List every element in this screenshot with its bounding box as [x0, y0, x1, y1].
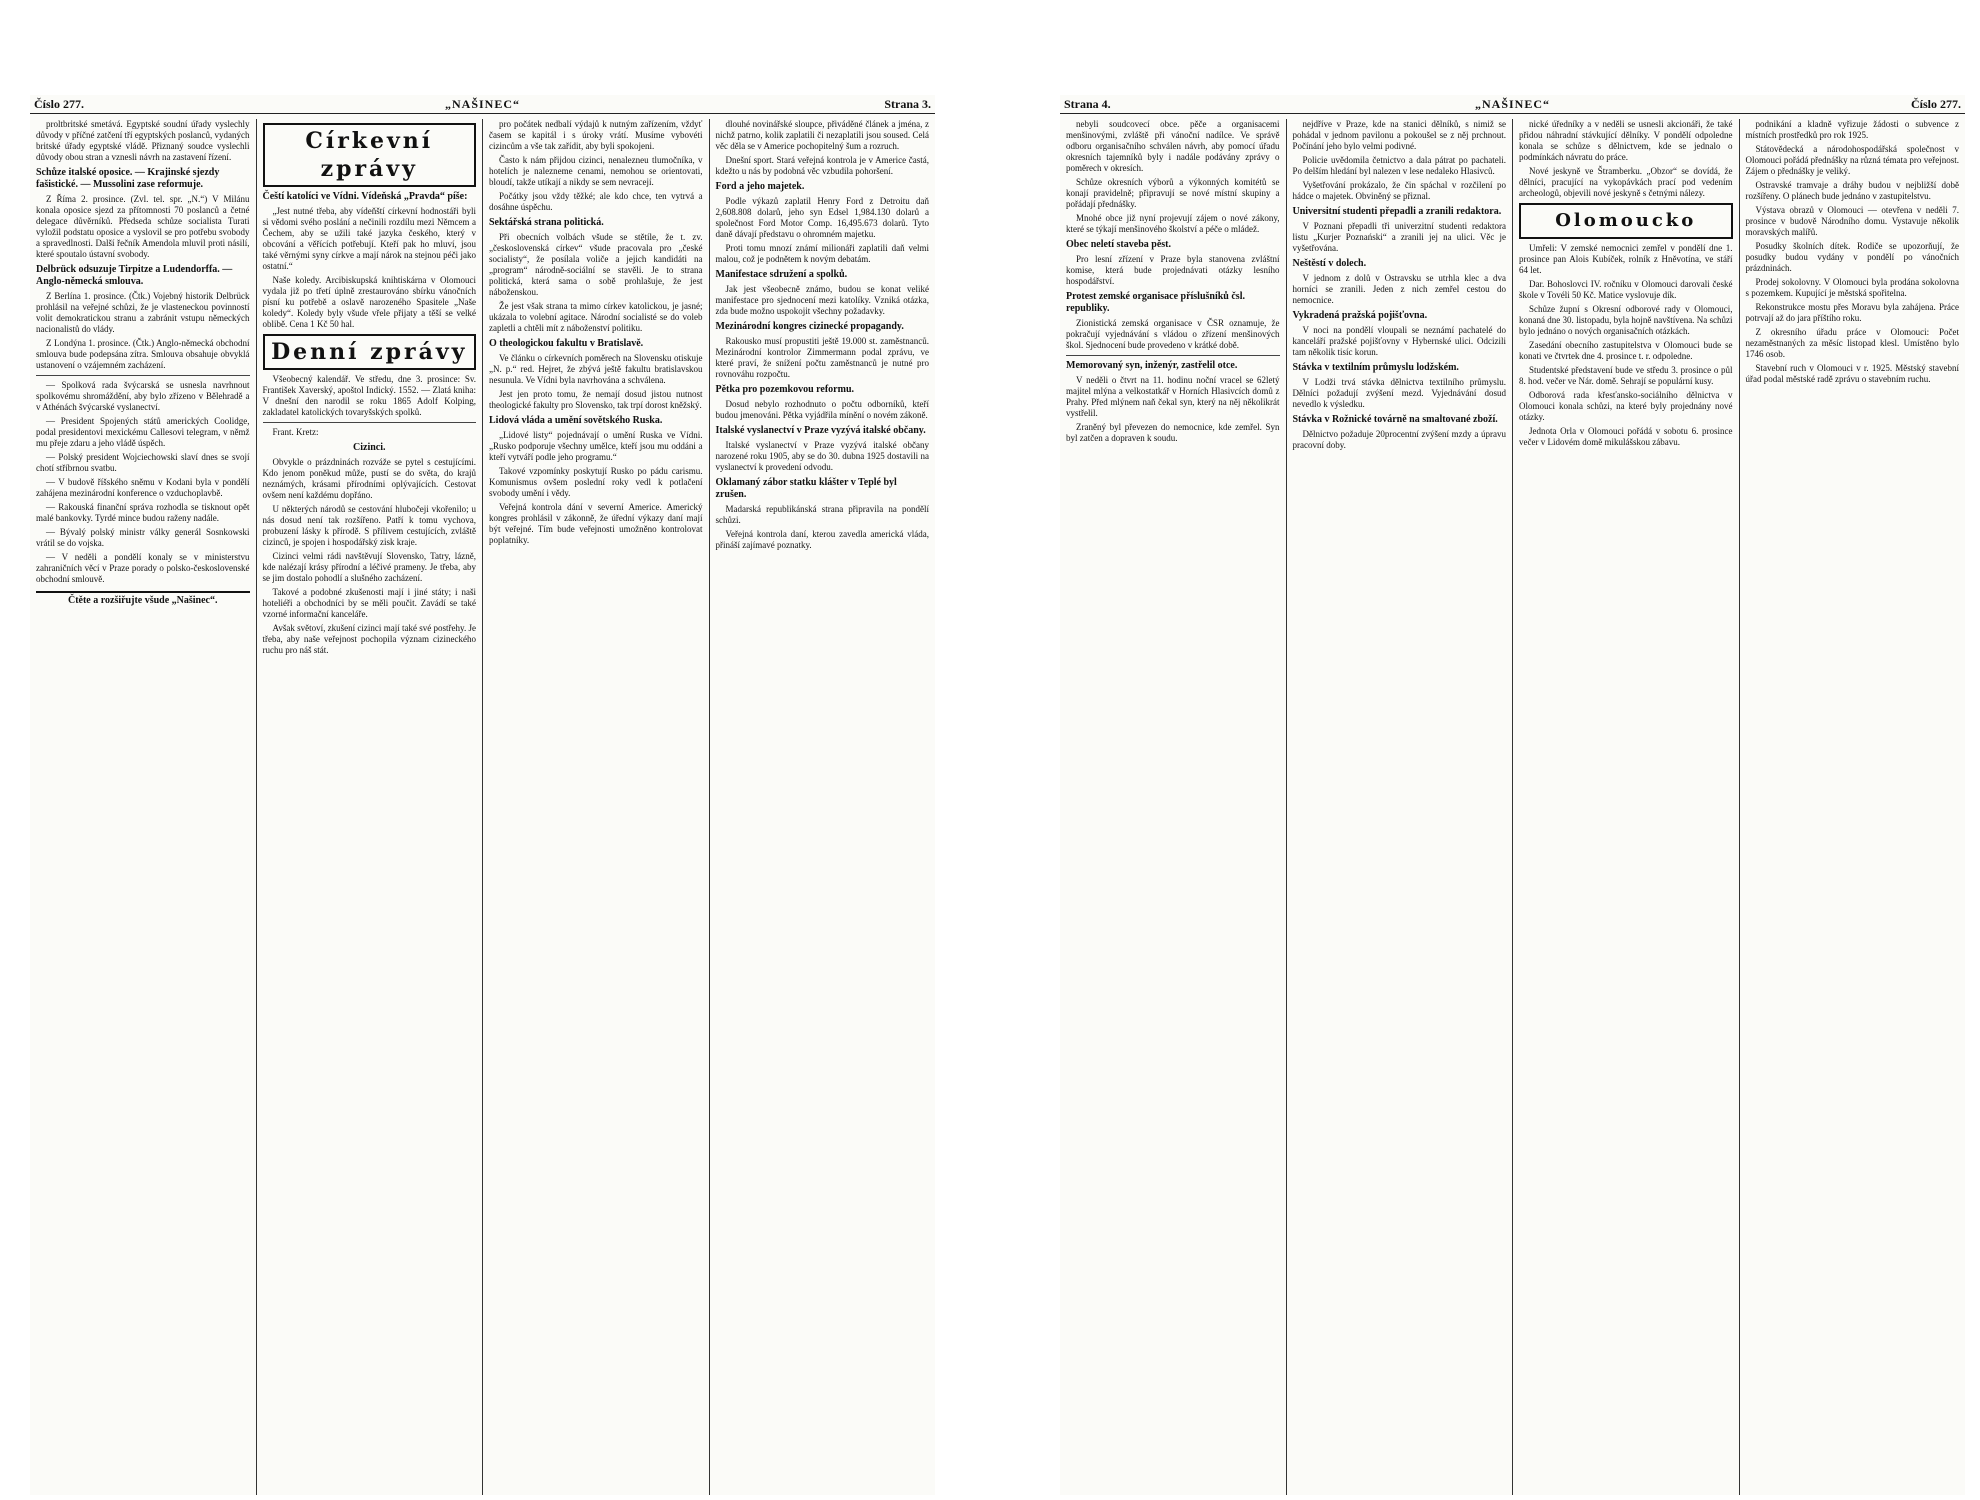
article-heading: Oklamaný zábor statku klášter v Teplé byl zrušen. [715, 477, 897, 500]
article-heading: Ford a jeho majetek. [715, 181, 805, 192]
article-columns [30, 119, 935, 1495]
article-text: Všeobecný kalendář. Ve středu, dne 3. prosince: Sv. František Xaverský, apoštol Indický. 1552. — Zlatá kniha: V dnešní den narodil se roku 1865 Adolf Kolping, zakladatel katolických tovaryšských spolků. [262, 374, 476, 417]
article-text: Mnohé obce již nyní projevují zájem o nové zákony, které se týkají menšinového školství a péče o mládež. [1066, 213, 1280, 234]
article-text: Státovědecká a národohospodářská společnost v Olomouci pořádá přednášky na různá témata pro veřejnost. Zájem o přednášky je veliký. [1745, 144, 1959, 176]
article-heading: Stávka v textilním průmyslu lodžském. [1292, 362, 1459, 373]
article-text: Zraněný byl převezen do nemocnice, kde zemřel. Syn byl zatčen a dopraven k soudu. [1066, 422, 1280, 443]
article-text: Pro lesní zřízení v Praze byla stanovena zvláštní komise, která bude projednávati otázky lesního hospodářství. [1066, 254, 1280, 286]
section-banner: Denní zprávy [263, 334, 477, 370]
article-text: Zionistická zemská organisace v ČSR oznamuje, že pokračují vyjednávání s vládou o zřízení menšinových škol. Sjednocení bude provedeno v krátké době. [1066, 318, 1280, 350]
article-text: Zasedání obecního zastupitelstva v Olomouci bude se konati ve čtvrtek dne 4. prosince t. r. odpoledne. [1519, 340, 1733, 361]
article-heading: Manifestace sdružení a spolků. [715, 269, 848, 280]
article-heading: Obec neletí staveba pěst. [1066, 239, 1171, 250]
article-heading: Schůze italské oposice. — Krajinské sjezdy fašistické. — Mussolini zase reformuje. [36, 167, 220, 190]
article-text: podnikání a kladně vyřizuje žádosti o subvence z místních prostředků pro rok 1925. [1745, 119, 1959, 140]
article-text: Ve článku o církevních poměrech na Slovensku otiskuje „N. p.“ red. Hejret, že zbývá ještě fakultu bratislavskou nesunula. Ve Vídni byla navrhována a schválena. [489, 353, 703, 385]
article-text: Proti tomu mnozí známí milionáři zaplatili daň velmi malou, což je podnětem k novým debatám. [715, 243, 929, 264]
article-text: Jednota Orla v Olomouci pořádá v sobotu 6. prosince večer v Lidovém domě mikulášskou zábavu. [1519, 426, 1733, 447]
article-heading: Stávka v Rožnické továrně na smaltované zboží. [1292, 414, 1498, 425]
article-text: Italské vyslanectví v Praze vyzývá italské občany narozené roku 1905, aby se do 30. dubna 1925 dostavili na vyslanectví k provedení odvodu. [715, 440, 929, 472]
article-text: Při obecních volbách všude se stětíle, že t. zv. „československá církev“ všude pracovala pro „české socialisty“, že posílala voliče a jejich kandidáti na „program“ národně-sociální se stavěli. Je to strana politická, která sama o sobě prohlašuje, že jest náboženskou. [489, 232, 703, 297]
article-text: Z Říma 2. prosince. (Zvl. tel. spr. „N.“) V Milánu konala oposice sjezd za přítomnosti 70 poslanců a četné delegace důvěrníků. Předseda schůze socialista Turati vyložil podstatu oposice a vyslovil se pro potřebu svobody a spravedlnosti. Další řečník Amendola mluvil proti násilí, které spoutalo ústavní svobody. [36, 194, 250, 259]
article-text: Nové jeskyně ve Štramberku. „Obzor“ se dovídá, že dělníci, pracující na vykopávkách prací pod vedením archeologů, objevili nové jeskyně s četnými nálezy. [1519, 166, 1733, 198]
article-text: — Spolková rada švýcarská se usnesla navrhnout spolkovému shromáždění, aby bylo zřízeno v Bělehradě a v Athénách švýcarské vyslanectví. [36, 380, 250, 412]
article-text: — Bývalý polský ministr války generál Sosnkowski vrátil se do vojska. [36, 527, 250, 548]
article-text: Z Berlína 1. prosince. (Čtk.) Vojebný historik Delbrück prohlásil na veřejné schůzi, že je vlasteneckou povinností volit demokratickou stranu a zabránit vstupu německých nacionalistů do vlády. [36, 291, 250, 334]
article-heading: Vykradená pražská pojišťovna. [1292, 310, 1428, 321]
masthead: „NAŠINEC“ [444, 97, 520, 111]
article-text: Schůze župní s Okresní odborové rady v Olomouci, konaná dne 30. listopadu, byla hojně navštívena. Na schůzi bylo jednáno o nových organisačních otázkách. [1519, 304, 1733, 336]
article-text: Madarská republikánská strana připravila na pondělí schůzi. [715, 504, 929, 525]
column-2 [257, 119, 484, 1495]
article-text: U některých národů se cestování hlubočeji vkořenilo; u nás dosud není tak rozšířeno. Patří k tomu vychova, probuzení lásky k přírodě. S přílivem cestujících, zvláště cizinců, je spojen i hospodářský zisk kraje. [262, 504, 476, 547]
article-text: Veřejná kontrola daní, kterou zavedla americká vláda, přináší zajímavé poznatky. [715, 529, 929, 550]
article-text: V noci na pondělí vloupali se neznámí pachatelé do kanceláří pražské pojišťovny v Hybernské ulici. Odcizili tam několik tisíc korun. [1292, 325, 1506, 357]
column-4 [710, 119, 936, 1495]
article-text: — V neděli a pondělí konaly se v ministerstvu zahraničních věcí v Praze porady o polsko-československé obchodní smlouvě. [36, 552, 250, 584]
article-text: Stavební ruch v Olomouci v r. 1925. Městský stavební úřad podal městské radě zprávu o stavebním ruchu. [1745, 363, 1959, 384]
article-author: Frant. Kretz: [272, 427, 319, 437]
article-columns [1060, 119, 1965, 1495]
article-text: Dnešní sport. Stará veřejná kontrola je v Americe častá, kdežto u nás by podobná věc vzbudila pohoršení. [715, 155, 929, 176]
article-text: Jest jen proto tomu, že nemají dosud jistou nutnost theologické fakulty pro Slovensko, tak trpí dorost kněžský. [489, 389, 703, 410]
page-header [1060, 97, 1965, 114]
column-1 [30, 119, 257, 1495]
article-text: — President Spojených států amerických Coolidge, podal presidentovi mexickému Callesovi telegram, v němž mu přeje zdaru a jeho vládě úspěch. [36, 416, 250, 448]
article-text: pro počátek nedbalí výdajů k nutným zařízením, vždyť časem se kapitál i s úroky vrátí. Musíme vybovéti cizincům a vše tak zařídit, aby byli spokojeni. [489, 119, 703, 151]
column-2 [1287, 119, 1514, 1495]
article-heading: Mezinárodní kongres cizinecké propagandy. [715, 321, 904, 332]
section-banner: Církevní zprávy [263, 123, 477, 187]
article-text: dlouhé novinářské sloupce, přiváděné článek a jména, z nichž patrno, kolik zaplatili či nezaplatili jsou soused. Celá věc děla se v Americe pochopitelný šum a rozruch. [715, 119, 929, 151]
article-text: Posudky školních dítek. Rodiče se upozorňují, že posudky budou vydány v pondělí po vánočních prázdninách. [1745, 241, 1959, 273]
article-text: Podle výkazů zaplatil Henry Ford z Detroitu daň 2,608.808 dolarů, jeho syn Edsel 1,984.130 dolarů a společnost Ford Motor Comp. 16,495.673 dolarů. Tyto daně dávají představu o ohromném majetku. [715, 196, 929, 239]
article-text: — Rakouská finanční správa rozhodla se tisknout opět malé bankovky. Tyrdé mince budou raženy nadále. [36, 502, 250, 523]
article-text: Často k nám přijdou cizinci, nenalezneu tlumočníka, v hotelích je nalezneme cenami, nemohou se orientovati, bloudí, takže utíkají a nikdy se sem nevracejí. [489, 155, 703, 187]
article-text: Vyšetřování prokázalo, že čin spáchal v rozčilení po hádce o majetek. Obviněný se přiznal. [1292, 180, 1506, 201]
divider [1066, 355, 1280, 356]
article-heading: Lidová vláda a umění sovětského Ruska. [489, 415, 663, 426]
article-text: Cizinci velmi rádi navštěvují Slovensko, Tatry, lázně, kde nalézají krásy přírodní a léčivé prameny. Je třeba, aby se jim dostalo pohodlí a slušného zacházení. [262, 551, 476, 583]
article-text: Počátky jsou vždy těžké; ale kdo chce, ten vytrvá a dosáhne úspěchu. [489, 191, 703, 212]
article-heading: Memorovaný syn, inženýr, zastřelil otce. [1066, 360, 1238, 371]
article-heading: Pětka pro pozemkovou reformu. [715, 384, 855, 395]
article-text: Rekonstrukce mostu přes Moravu byla zahájena. Práce potrvají až do jara příštího roku. [1745, 302, 1959, 323]
article-text: Ostravské tramvaje a dráhy budou v nejbližší době rozšířeny. O plánech bude jednáno v zastupitelstvu. [1745, 180, 1959, 201]
page-number: Strana 4. [1064, 97, 1111, 111]
article-heading: Universitní studenti přepadli a zranili redaktora. [1292, 206, 1502, 217]
article-heading: Čeští katolíci ve Vídni. Vídeňská „Pravda“ píše: [262, 191, 468, 202]
article-text: Prodej sokolovny. V Olomouci byla prodána sokolovna s pozemkem. Kupující je městská spořitelna. [1745, 277, 1959, 298]
column-1 [1060, 119, 1287, 1495]
article-text: „Lidové listy“ pojednávají o umění Ruska ve Vídni. „Rusko podporuje všechny umělce, kteří jsou mu oddáni a kteří vytváří podle jeho programu.“ [489, 430, 703, 462]
article-text: Dosud nebylo rozhodnuto o počtu odborníků, kteří budou jmenováni. Pětka vyjádřila mínění o novém zákoně. [715, 399, 929, 420]
article-text: V neděli o čtvrt na 11. hodinu noční vracel se 62letý majitel mlýna a velkostatkář v Horních Hlasivcích domů z Prahy. Před mlýnem naň čekal syn, který na něj několikrát vystřelil. [1066, 375, 1280, 418]
article-text: Avšak světoví, zkušení cizinci mají také své postřehy. Je třeba, aby naše veřejnost pochopila význam cizineckého ruchu pro náš stát. [262, 623, 476, 655]
left-page [30, 95, 935, 1495]
page-number: Strana 3. [884, 97, 931, 111]
article-text: nebyli soudcovecí obce. pěče a organisacemi menšinovými, zvláště při vánoční nadílce. Ve správě odboru organisačního schválen návrh, aby pomocí úřadu okresních tajemníků byly i nadále podávány zprávy o poměrech v okresích. [1066, 119, 1280, 173]
article-text: Takové a podobné zkušenosti mají i jiné státy; i naši hoteliéři a obchodníci by se měli poučit. Zavádí se také vzorné informační kanceláře. [262, 587, 476, 619]
article-heading: O theologickou fakultu v Bratislavě. [489, 338, 644, 349]
article-text: Policie uvědomila četnictvo a dala pátrat po pachateli. Po delším hledání byl nalezen v lese nedaleko Hlasivců. [1292, 155, 1506, 176]
article-text: — Polský president Wojciechowski slaví dnes se svojí chotí stříbrnou svatbu. [36, 452, 250, 473]
page-gutter [935, 95, 1060, 1495]
article-text: Výstava obrazů v Olomouci — otevřena v neděli 7. prosince v budově Národního domu. Vystavuje několik moravských malířů. [1745, 205, 1959, 237]
article-text: Rakousko musí propustiti ještě 19.000 st. zaměstnanců. Mezinárodní kontrolor Zimmermann podal zprávu, ve které praví, že snížení počtu zaměstnanců je nutné pro rovnováhu rozpočtu. [715, 336, 929, 379]
column-3 [1513, 119, 1740, 1495]
article-text: Umřeli: V zemské nemocnici zemřel v pondělí dne 1. prosince pan Alois Kubíček, rolník z Hněvotína, ve stáří 64 let. [1519, 243, 1733, 275]
article-text: V Lodži trvá stávka dělnictva textilního průmyslu. Dělníci požadují zvýšení mezd. Vyjednávání dosud nevedlo k výsledku. [1292, 377, 1506, 409]
section-banner: Olomoucko [1519, 203, 1733, 239]
divider [36, 375, 250, 376]
article-text: nické úředníky a v neděli se usnesli akcionáři, že také přidou náhradní stávkující dělníky. V pondělí odpoledne konala se schůze s dělnictvem, kde se jednalo o podmínkách návratu do práce. [1519, 119, 1733, 162]
column-footer: Čtěte a rozšiřujte všude „Našinec“. [36, 591, 250, 606]
article-text: Dělnictvo požaduje 20procentní zvýšení mzdy a úpravu pracovní doby. [1292, 429, 1506, 450]
article-text: Že jest však strana ta mimo církev katolickou, je jasné; ukázala to volební agitace. Národní socialisté se do voleb zapletli a chtěli mít z náboženství politiku. [489, 301, 703, 333]
article-text: Studentské představení bude ve středu 3. prosince o půl 8. hod. večer ve Nár. domě. Sehrají se populární kusy. [1519, 365, 1733, 386]
article-text: — V budově říšského sněmu v Kodani byla v pondělí zahájena mezinárodní konference o vzduchoplavbě. [36, 477, 250, 498]
article-heading: Protest zemské organisace příslušníků čsl. republiky. [1066, 291, 1245, 314]
article-heading: Sektářská strana politická. [489, 217, 604, 228]
issue-number: Číslo 277. [1910, 97, 1961, 111]
article-text: Odborová rada křesťansko-sociálního dělnictva v Olomouci konala schůzi, na které byly projednány nové otázky. [1519, 390, 1733, 422]
article-text: Veřejná kontrola dání v severní Americe. Americký kongres prohlásil v zákonně, že úřední výkazy daní mají být veřejné. Tím bude veřejnosti umožněno kontrolovat poplatníky. [489, 502, 703, 545]
article-text: Naše koledy. Arcibiskupská knihtiskárna v Olomouci vydala již po třetí úplně zrestaurováno sbírku vánočních písní ku potřebě a oslavě narozeného Spasitele „Naše koledy“. Koledy byly všude vřele přijaty a těší se velké oblibě. Cena 1 Kč 50 hal. [262, 275, 476, 329]
right-page [1060, 95, 1965, 1495]
article-text: nejdříve v Praze, kde na stanici dělníků, s nimiž se pohádal v jednom pavilonu a pokoušel se z něj prchnout. Počínání jeho bylo velmi podivné. [1292, 119, 1506, 151]
article-text: proltbritské smetává. Egyptské soudní úřady vyslechly důvody v příčné zatčení tří egyptských poslanců, vydaných britské úřady egyptské vládě. Přiznaný soudce vyslechli důvody obou stran a vznesli návrh na zastavení řízení. [36, 119, 250, 162]
article-heading: Cizinci. [353, 442, 386, 453]
article-text: Takové vzpomínky poskytují Rusko po pádu carismu. Komunismus ovšem poslední roky vedl k potlačení svobody umění i vědy. [489, 466, 703, 498]
article-text: Jak jest všeobecně známo, budou se konat veliké manifestace pro sjednocení mezi katolíky. Vzniká otázka, zda bude možno uspokojit všechny požadavky. [715, 284, 929, 316]
column-3 [483, 119, 710, 1495]
divider [263, 422, 477, 423]
article-text: V Poznani přepadli tři univerzitní studenti redaktora listu „Kurjer Poznański“ a zranili jej na ulici. Věc je vyšetřována. [1292, 221, 1506, 253]
article-text: Obvykle o prázdninách rozváže se pytel s cestujícími. Kdo jenom poněkud může, pustí se do světa, do krajů neznámých, krásami přírodními oplývajících. Cestovat ovšem není každému dopřáno. [262, 457, 476, 500]
article-heading: Italské vyslanectví v Praze vyzývá italské občany. [715, 425, 926, 436]
column-4 [1740, 119, 1966, 1495]
article-heading: Neštěstí v dolech. [1292, 258, 1367, 269]
article-text: Z Londýna 1. prosince. (Čtk.) Anglo-německá obchodní smlouva bude podepsána zítra. Smlouva obsahuje obvyklá ustanovení o vzájemném zacházení. [36, 338, 250, 370]
article-text: V jednom z dolů v Ostravsku se utrhla klec a dva horníci se zranili. Jeden z nich zemřel cestou do nemocnice. [1292, 273, 1506, 305]
masthead: „NAŠINEC“ [1474, 97, 1550, 111]
page-header [30, 97, 935, 114]
article-heading: Delbrück odsuzuje Tirpitze a Ludendorffa. — Anglo-německá smlouva. [36, 264, 233, 287]
issue-number: Číslo 277. [34, 97, 85, 111]
article-text: Z okresního úřadu práce v Olomouci: Počet nezaměstnaných za měsíc listopad klesl. Umístěno bylo 1746 osob. [1745, 327, 1959, 359]
article-text: Dar. Bohoslovci IV. ročníku v Olomouci darovali české škole v Tovéli 50 Kč. Matice vyslovuje dík. [1519, 279, 1733, 300]
article-text: „Jest nutné třeba, aby vídeňští církevní hodnostáři byli si vědomi svého poslání a nečinili rozdílu mezi Němcem a Čechem, aby se užili také jazyka českého, který v obcování a věřících potřebují. Kteří pak ho mluví, jsou také věrnými syny církve a mají nárok na stejnou péči jako ostatní.“ [262, 206, 476, 271]
article-text: Schůze okresních výborů a výkonných komitétů se konají pravidelně; připravují se nové místní skupiny a pořádají přednášky. [1066, 177, 1280, 209]
